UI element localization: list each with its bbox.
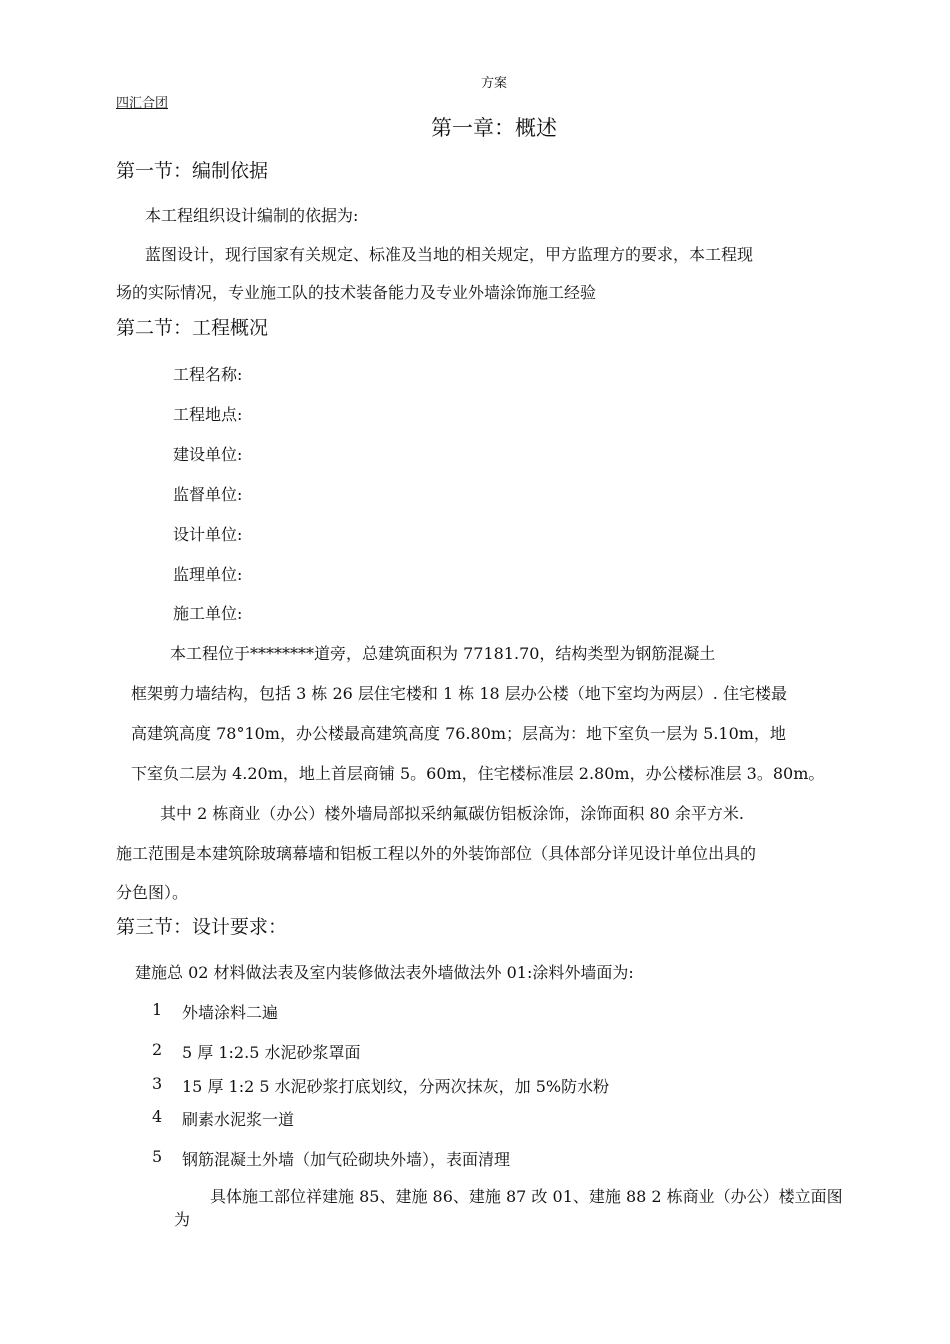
- list-item-text: 15 厚 1:2 5 水泥砂浆打底划纹，分两次抹灰，加 5%防水粉: [182, 1077, 610, 1096]
- company-name: 四汇合团: [116, 96, 169, 111]
- field-contractor-unit: 施工单位:: [173, 604, 243, 623]
- list-item-number: 5: [152, 1147, 163, 1166]
- closing-paragraph-line-1: 具体施工部位祥建施 85、建施 86、建施 87 改 01、建施 88 2 栋商业（办公）楼立面图: [210, 1187, 843, 1206]
- project-description-line-2: 框架剪力墙结构，包括 3 栋 26 层住宅楼和 1 栋 18 层办公楼（地下室均为两层）. 住宅楼最: [131, 684, 787, 703]
- project-description-line-3: 高建筑高度 78°10m，办公楼最高建筑高度 76.80m；层高为：地下室负一层为 5.10m，地: [131, 724, 786, 743]
- list-item-text: 5 厚 1:2.5 水泥砂浆罩面: [182, 1043, 361, 1062]
- list-item-text: 刷素水泥浆一道: [182, 1110, 295, 1129]
- list-item-number: 2: [152, 1040, 163, 1059]
- design-requirements-intro: 建施总 02 材料做法表及室内装修做法表外墙做法外 01:涂料外墙面为:: [135, 963, 634, 982]
- section-1-heading: 第一节：编制依据: [116, 160, 269, 182]
- list-item-number: 1: [152, 1000, 163, 1019]
- list-item-text: 钢筋混凝土外墙（加气砼砌块外墙），表面清理: [182, 1150, 511, 1169]
- section-1-paragraph-2-line-2: 场的实际情况，专业施工队的技术装备能力及专业外墙涂饰施工经验: [116, 283, 597, 302]
- field-project-name: 工程名称:: [173, 365, 243, 384]
- project-description-line-4: 下室负二层为 4.20m，地上首层商铺 5。60m，住宅楼标准层 2.80m，办公楼标准层 3。80m。: [131, 764, 825, 783]
- project-description-line-1: 本工程位于********道旁，总建筑面积为 77181.70，结构类型为钢筋混凝土: [170, 644, 716, 663]
- list-item-text: 外墙涂料二遍: [182, 1003, 279, 1022]
- field-supervision-authority: 监督单位:: [173, 485, 243, 504]
- section-2-heading: 第二节：工程概况: [116, 317, 269, 339]
- section-1-paragraph-1: 本工程组织设计编制的依据为:: [145, 206, 359, 225]
- section-1-paragraph-2-line-1: 蓝图设计，现行国家有关规定、标准及当地的相关规定，甲方监理方的要求，本工程现: [145, 245, 754, 264]
- list-item-number: 3: [152, 1074, 163, 1093]
- section-3-heading: 第三节：设计要求：: [116, 916, 288, 938]
- closing-paragraph-line-2: 为: [174, 1210, 191, 1229]
- field-supervisor-unit: 监理单位:: [173, 565, 243, 584]
- scope-paragraph-1: 其中 2 栋商业（办公）楼外墙局部拟采纳氟碳仿铝板涂饰，涂饰面积 80 余平方米.: [160, 804, 744, 823]
- scope-paragraph-2-line-2: 分色图）。: [116, 883, 189, 902]
- field-construction-unit: 建设单位:: [173, 445, 243, 464]
- scope-paragraph-2-line-1: 施工范围是本建筑除玻璃幕墙和铝板工程以外的外装饰部位（具体部分详见设计单位出具的: [116, 844, 757, 863]
- document-header-title: 方案: [480, 76, 507, 91]
- field-design-unit: 设计单位:: [173, 525, 243, 544]
- field-project-location: 工程地点:: [173, 405, 243, 424]
- list-item-number: 4: [152, 1107, 163, 1126]
- chapter-title: 第一章：概述: [431, 116, 557, 140]
